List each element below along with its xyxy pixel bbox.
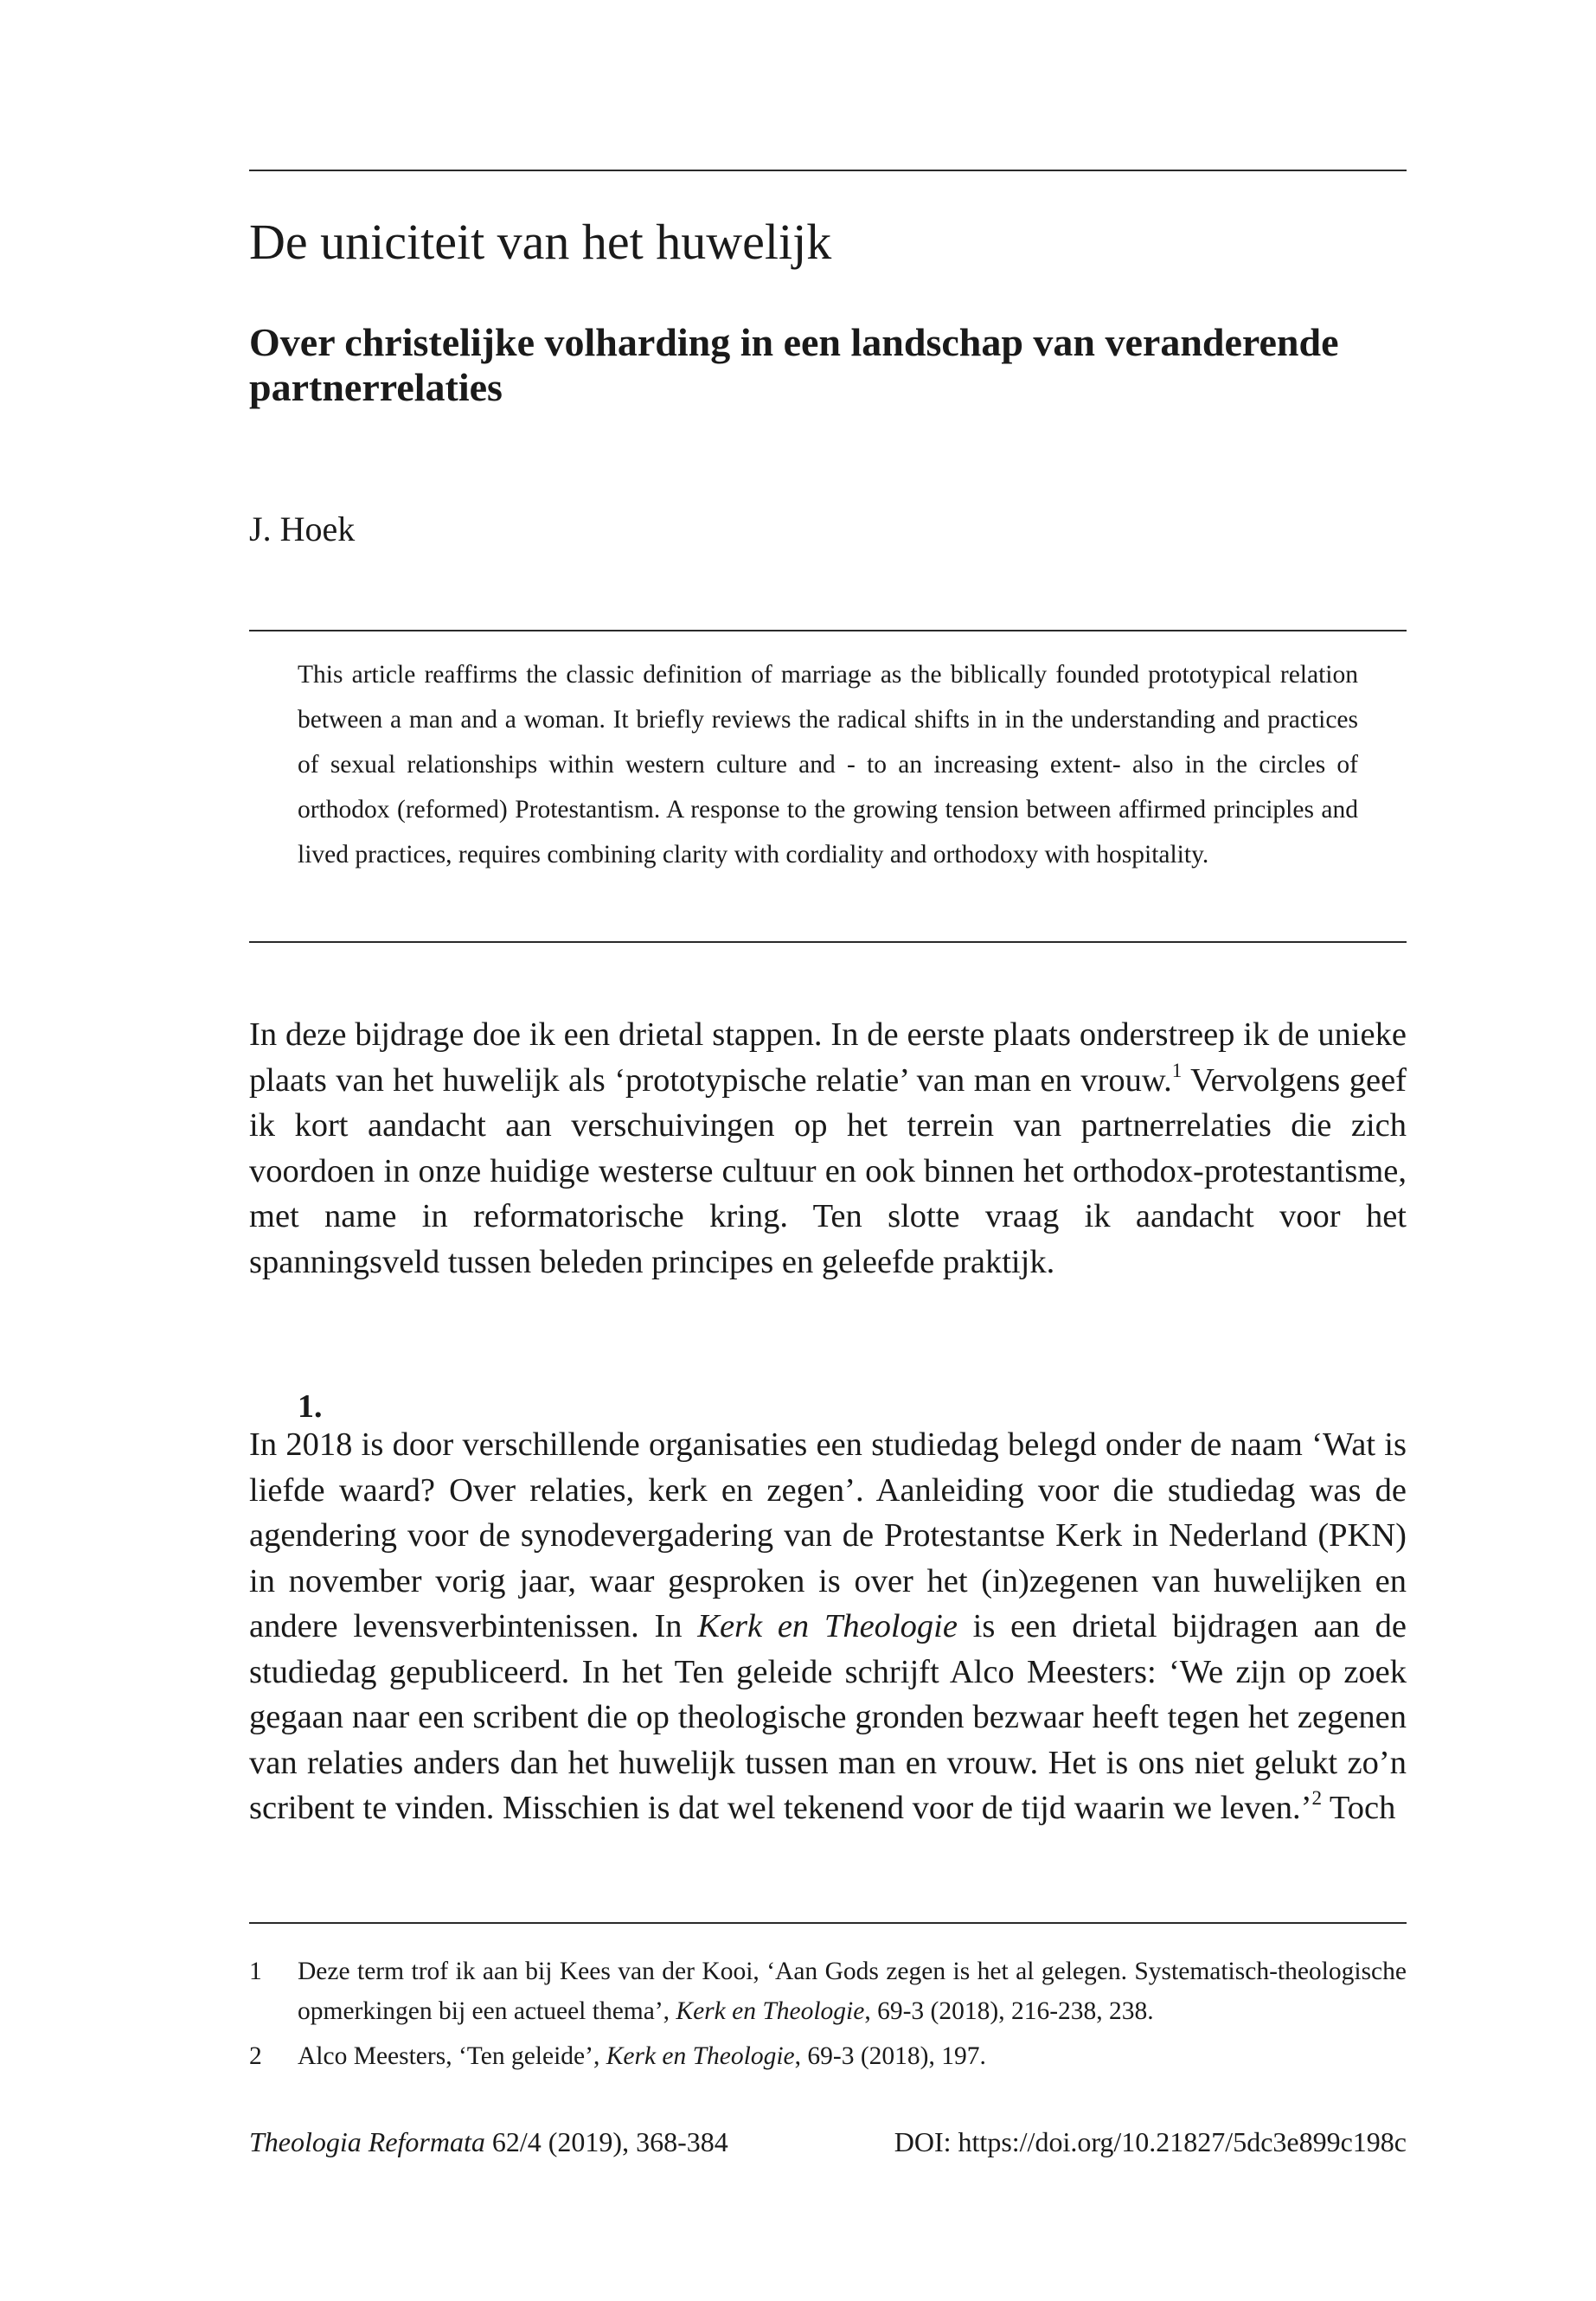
abstract: This article reaffirms the classic definition of marriage as the biblically founded prototypical relation between a man and a woman. It briefly reviews the radical shifts in in the understanding and practices of sexual relationships within western culture and - to an increasing extent- also in the circles of orthodox (reformed) Protestantism. A response to the growing tension between affirmed principles and lived practices, requires combining clarity with cordiality and orthodoxy with hospitality.: [298, 661, 1358, 868]
footnote-text-before: Alco Meesters, ‘Ten geleide’,: [298, 2042, 606, 2070]
intro-text-1: In deze bijdrage doe ik een drietal stappen. In de eerste plaats onderstreep ik de unieke plaats van het huwelijk als ‘prototypische relatie’ van man en vrouw.: [249, 1016, 1407, 1099]
footnote-item: [249, 1952, 1407, 2031]
author-name: J. Hoek: [249, 510, 356, 548]
footnote-number: 2: [249, 2042, 262, 2070]
abstract-bottom-rule: [249, 941, 1407, 943]
top-rule: [249, 170, 1407, 171]
abstract-top-rule: [249, 630, 1407, 631]
intro-text-2: Vervolgens geef ik kort aandacht aan verschuivingen op het terrein van partnerrelaties die zich voordoen in onze huidige westerse cultuur en ook binnen het orthodox-protestantisme, met name in reformatorische kring. Ten slotte vraag ik aandacht voor het spanningsveld tussen beleden principes en geleefde praktijk.: [249, 1061, 1407, 1280]
section-1-paragraph: [249, 1422, 1407, 1831]
footnote-number: 1: [249, 1958, 262, 1985]
footnote-journal-italic: Kerk en Theologie: [606, 2042, 795, 2070]
page-footer: [249, 2126, 1407, 2158]
footnote-text-before: Deze term trof ik aan bij Kees van der Kooi, ‘Aan Gods zegen is het al gelegen. Systematisch-theologische opmerkingen bij een actueel thema’,: [298, 1958, 1407, 2025]
footnote-ref-2[interactable]: 2: [1311, 1785, 1322, 1809]
section-1-text-2: is een drietal bijdragen aan de studiedag gepubliceerd. In het Ten geleide schrijft Alco Meesters: ‘We zijn op zoek gegaan naar een scribent die op theologische gronden bezwaar heeft tegen het zegenen van relaties anders dan het huwelijk tussen man en vrouw. Het is ons niet gelukt zo’n scribent te vinden. Misschien is dat wel tekenend voor de tijd waarin we leven.’: [249, 1608, 1407, 1826]
doi-link[interactable]: DOI: https://doi.org/10.21827/5dc3e899c198c: [894, 2126, 1407, 2157]
footnote-text-after: , 69-3 (2018), 197.: [794, 2042, 986, 2070]
section-1-text-3: Toch: [1321, 1790, 1396, 1826]
article-subtitle: Over christelijke volharding in een landschap van veranderende partnerrelaties: [249, 320, 1339, 409]
footnotes: [249, 1952, 1407, 2081]
section-heading-1: 1.: [298, 1388, 323, 1425]
intro-paragraph: [249, 1012, 1407, 1285]
footnote-text: [298, 2036, 1407, 2076]
journal-title: Theologia Reformata: [249, 2126, 485, 2157]
footnote-item: [249, 2036, 1407, 2076]
article-title: De uniciteit van het huwelijk: [249, 214, 832, 270]
journal-name-italic: Kerk en Theologie: [697, 1608, 958, 1644]
footnote-text: [298, 1952, 1407, 2031]
footnote-rule: [249, 1922, 1407, 1924]
volume-pages: 62/4 (2019), 368-384: [484, 2126, 728, 2157]
footnote-journal-italic: Kerk en Theologie: [676, 1997, 865, 2025]
footnote-ref-1[interactable]: 1: [1171, 1058, 1183, 1081]
journal-citation: [249, 2126, 728, 2158]
footnote-text-after: , 69-3 (2018), 216-238, 238.: [864, 1997, 1154, 2025]
section-1-text-1: In 2018 is door verschillende organisaties een studiedag belegd onder de naam ‘Wat is liefde waard? Over relaties, kerk en zegen’. Aanleiding voor die studiedag was de agendering voor de synodevergadering van de Protestantse Kerk in Nederland (PKN) in november vorig jaar, waar gesproken is over het (in)zegenen van huwelijken en andere levensverbintenissen. In: [249, 1426, 1407, 1644]
